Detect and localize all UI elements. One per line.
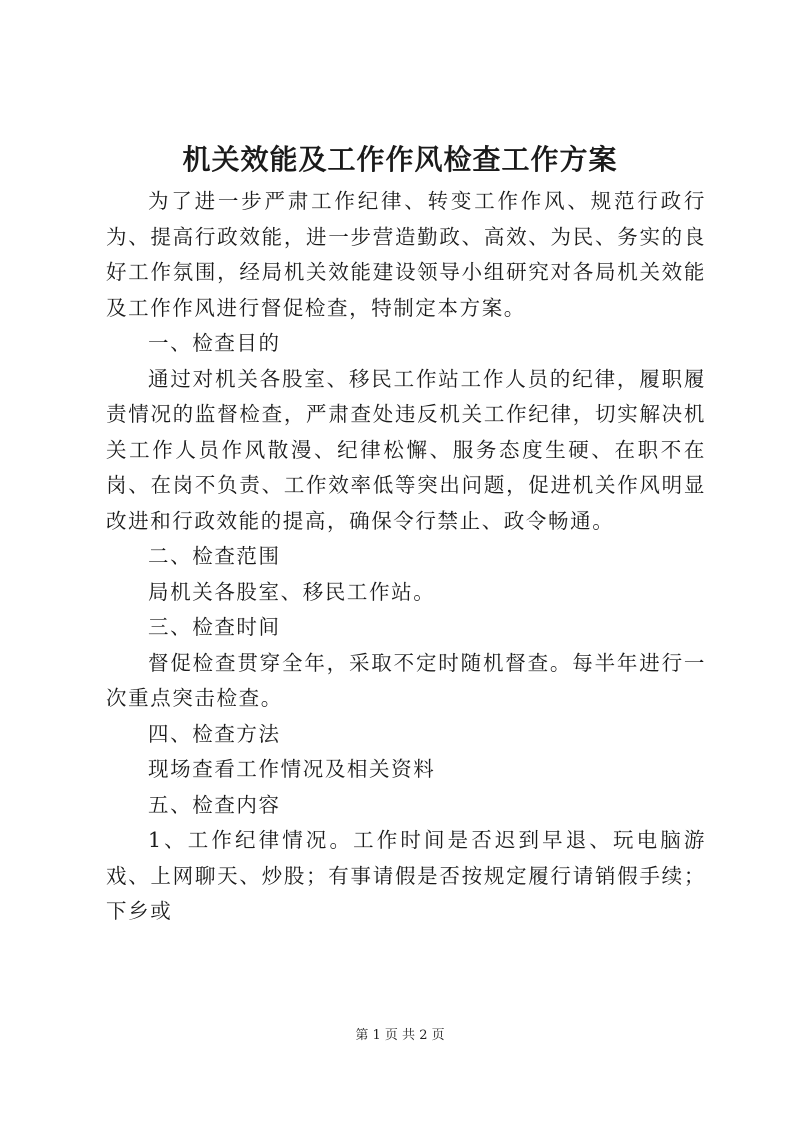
- section-heading-scope: 二、检查范围: [148, 544, 281, 568]
- document-title: 机关效能及工作作风检查工作方案: [182, 143, 618, 176]
- paragraph-content-1: 1、工作纪律情况。工作时间是否迟到早退、玩电脑游戏、上网聊天、炒股；有事请假是否按规定履行请销假手续；下乡或: [106, 828, 706, 923]
- paragraph-time: 督促检查贯穿全年，采取不定时随机督查。每半年进行一次重点突击检查。: [106, 650, 706, 710]
- document-body: [106, 184, 706, 930]
- paragraph-intro: 为了进一步严肃工作纪律、转变工作作风、规范行政行为、提高行政效能，进一步营造勤政、高效、为民、务实的良好工作氛围，经局机关效能建设领导小组研究对各局机关效能及工作作风进行督促检查，特制定本方案。: [106, 189, 706, 320]
- page-footer: 第 1 页 共 2 页: [355, 1028, 445, 1043]
- paragraph-method: 现场查看工作情况及相关资料: [148, 757, 436, 781]
- paragraph-purpose: 通过对机关各股室、移民工作站工作人员的纪律，履职履责情况的监督检查，严肃查处违反机关工作纪律，切实解决机关工作人员作风散漫、纪律松懈、服务态度生硬、在职不在岗、在岗不负责、工作效率低等突出问题，促进机关作风明显改进和行政效能的提高，确保令行禁止、政令畅通。: [106, 366, 706, 533]
- section-heading-purpose: 一、检查目的: [148, 331, 281, 355]
- section-heading-time: 三、检查时间: [148, 615, 281, 639]
- section-heading-content: 五、检查内容: [148, 792, 281, 817]
- section-heading-method: 四、检查方法: [148, 721, 281, 746]
- paragraph-scope: 局机关各股室、移民工作站。: [148, 579, 436, 604]
